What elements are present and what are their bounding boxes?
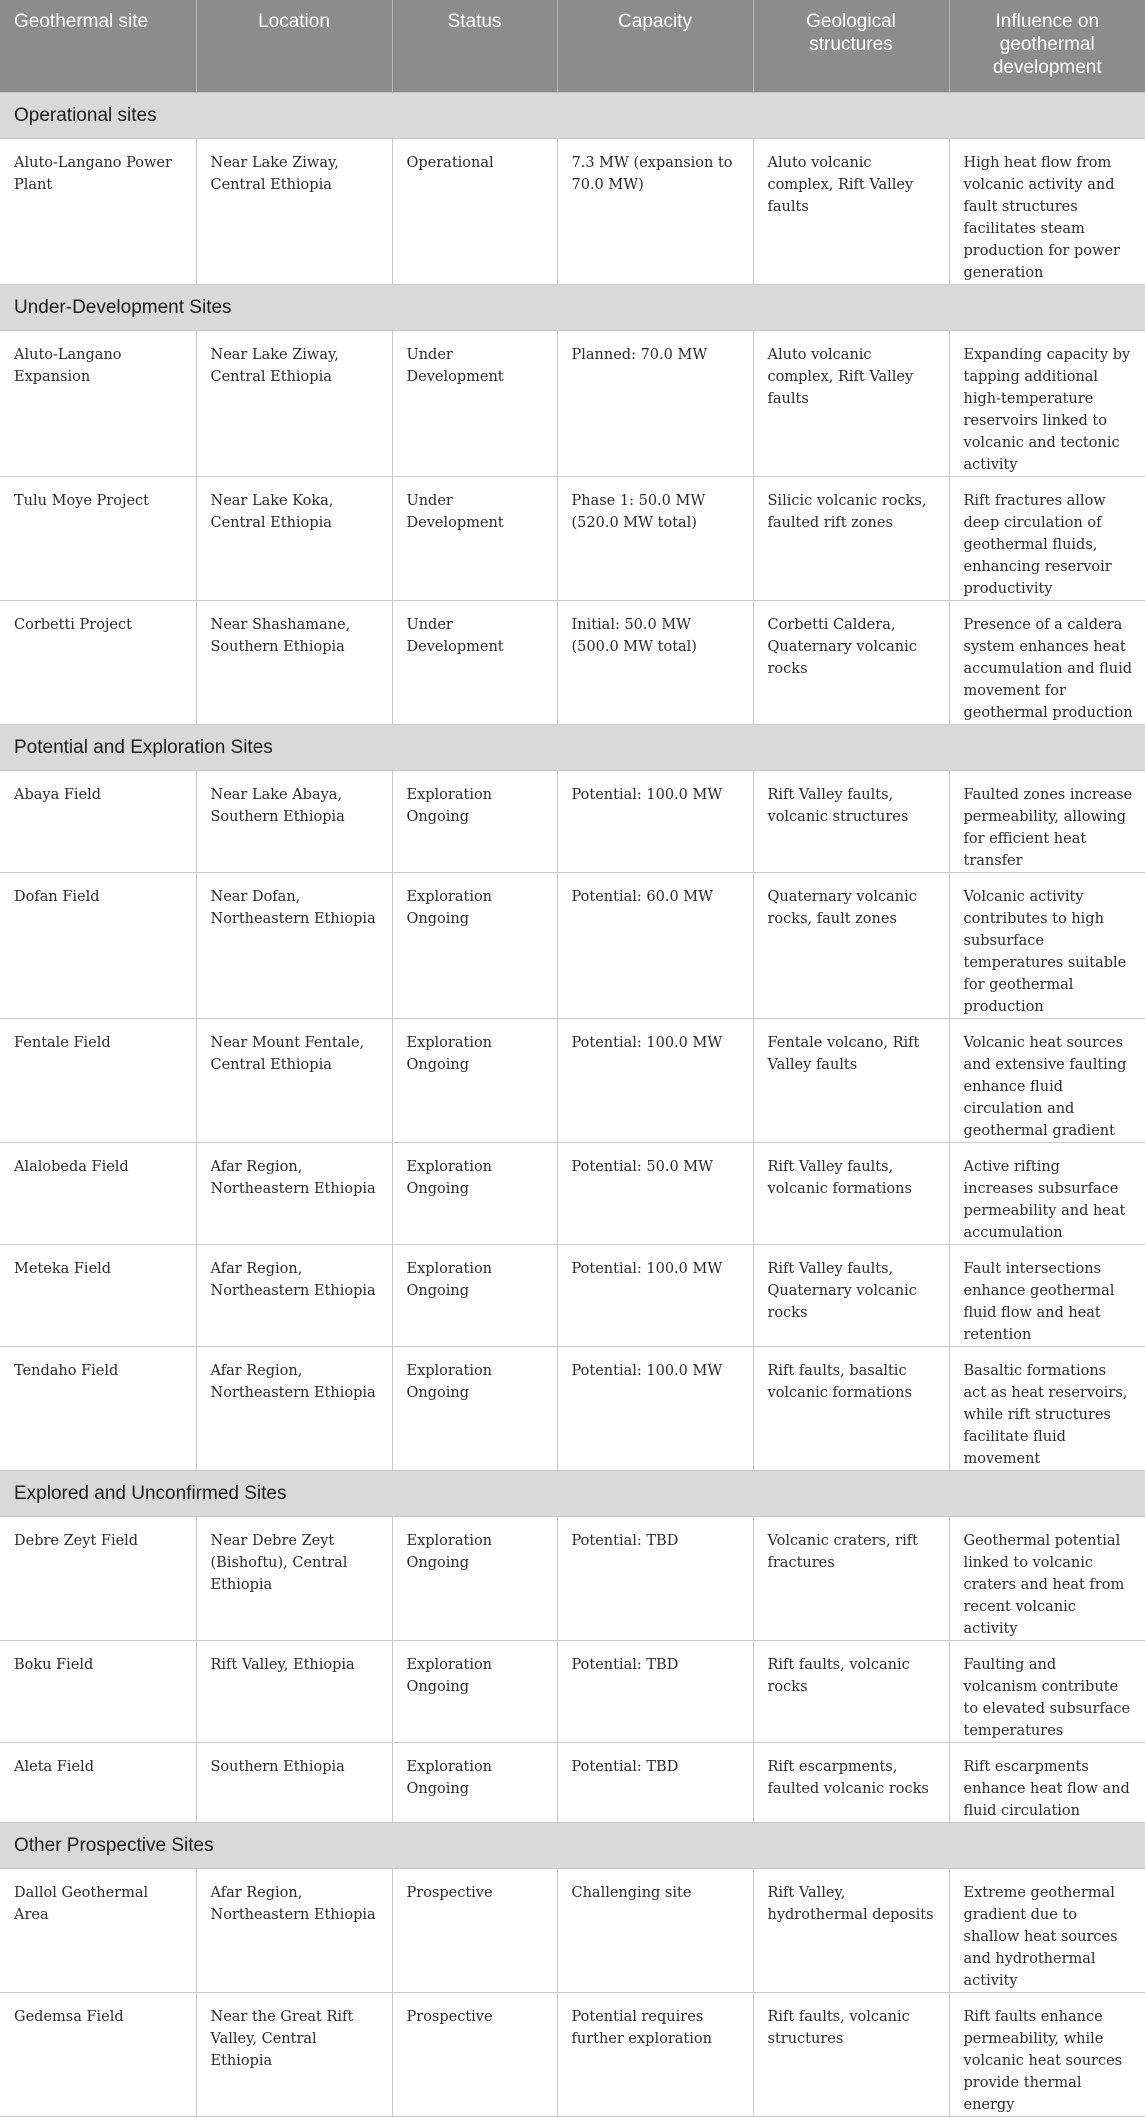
cell-geology: Rift Valley faults, volcanic formations: [753, 1143, 949, 1245]
cell-location: Afar Region, Northeastern Ethiopia: [196, 1869, 392, 1993]
cell-geology: Silicic volcanic rocks, faulted rift zones: [753, 477, 949, 601]
cell-location: Near Lake Abaya, Southern Ethiopia: [196, 771, 392, 873]
table-header: [0, 0, 1145, 93]
section-title: Explored and Unconfirmed Sites: [0, 1471, 1145, 1517]
cell-influence: Presence of a caldera system enhances heat accumulation and fluid movement for geothermal production: [949, 601, 1145, 725]
cell-influence: Volcanic activity contributes to high subsurface temperatures suitable for geothermal production: [949, 873, 1145, 1019]
cell-site: Dofan Field: [0, 873, 196, 1019]
cell-capacity: Initial: 50.0 MW (500.0 MW total): [557, 601, 753, 725]
table-row: [0, 331, 1145, 477]
cell-capacity: Potential: 50.0 MW: [557, 1143, 753, 1245]
table-row: [0, 1245, 1145, 1347]
header-influence: Influence on geothermal development: [949, 0, 1145, 93]
cell-status: Exploration Ongoing: [392, 1347, 557, 1471]
section-title: Under-Development Sites: [0, 285, 1145, 331]
section-title: Operational sites: [0, 93, 1145, 139]
cell-capacity: Potential: TBD: [557, 1641, 753, 1743]
cell-geology: Fentale volcano, Rift Valley faults: [753, 1019, 949, 1143]
cell-site: Abaya Field: [0, 771, 196, 873]
table-row: [0, 1019, 1145, 1143]
cell-location: Near Mount Fentale, Central Ethiopia: [196, 1019, 392, 1143]
cell-influence: High heat flow from volcanic activity and fault structures facilitates steam production for power generation: [949, 139, 1145, 285]
cell-location: Near Lake Koka, Central Ethiopia: [196, 477, 392, 601]
section-header-row: [0, 1823, 1145, 1869]
header-location: Location: [196, 0, 392, 93]
cell-geology: Rift Valley, hydrothermal deposits: [753, 1869, 949, 1993]
header-status: Status: [392, 0, 557, 93]
cell-location: Near Shashamane, Southern Ethiopia: [196, 601, 392, 725]
cell-status: Exploration Ongoing: [392, 1245, 557, 1347]
header-geothermal-site: Geothermal site: [0, 0, 196, 93]
cell-location: Afar Region, Northeastern Ethiopia: [196, 1143, 392, 1245]
table-row: [0, 1993, 1145, 2117]
section-title: Other Prospective Sites: [0, 1823, 1145, 1869]
cell-geology: Corbetti Caldera, Quaternary volcanic rocks: [753, 601, 949, 725]
cell-site: Tendaho Field: [0, 1347, 196, 1471]
table-row: [0, 1743, 1145, 1823]
table-row: [0, 1869, 1145, 1993]
cell-status: Exploration Ongoing: [392, 1641, 557, 1743]
cell-influence: Volcanic heat sources and extensive faulting enhance fluid circulation and geothermal gradient: [949, 1019, 1145, 1143]
cell-capacity: Phase 1: 50.0 MW (520.0 MW total): [557, 477, 753, 601]
table-row: [0, 1517, 1145, 1641]
cell-site: Aluto-Langano Expansion: [0, 331, 196, 477]
cell-influence: Active rifting increases subsurface permeability and heat accumulation: [949, 1143, 1145, 1245]
cell-capacity: 7.3 MW (expansion to 70.0 MW): [557, 139, 753, 285]
cell-location: Near Lake Ziway, Central Ethiopia: [196, 331, 392, 477]
cell-influence: Faulted zones increase permeability, allowing for efficient heat transfer: [949, 771, 1145, 873]
cell-status: Exploration Ongoing: [392, 873, 557, 1019]
cell-capacity: Planned: 70.0 MW: [557, 331, 753, 477]
cell-status: Exploration Ongoing: [392, 1143, 557, 1245]
table-row: [0, 1143, 1145, 1245]
cell-status: Exploration Ongoing: [392, 1743, 557, 1823]
cell-capacity: Potential: TBD: [557, 1743, 753, 1823]
table-row: [0, 873, 1145, 1019]
section-header-row: [0, 1471, 1145, 1517]
cell-influence: Rift escarpments enhance heat flow and fluid circulation: [949, 1743, 1145, 1823]
header-capacity: Capacity: [557, 0, 753, 93]
cell-geology: Aluto volcanic complex, Rift Valley faults: [753, 331, 949, 477]
cell-site: Boku Field: [0, 1641, 196, 1743]
cell-location: Rift Valley, Ethiopia: [196, 1641, 392, 1743]
cell-site: Alalobeda Field: [0, 1143, 196, 1245]
cell-status: Prospective: [392, 1869, 557, 1993]
cell-capacity: Potential: 100.0 MW: [557, 1245, 753, 1347]
cell-geology: Rift escarpments, faulted volcanic rocks: [753, 1743, 949, 1823]
cell-influence: Rift faults enhance permeability, while volcanic heat sources provide thermal energy: [949, 1993, 1145, 2117]
cell-status: Under Development: [392, 601, 557, 725]
cell-site: Aluto-Langano Power Plant: [0, 139, 196, 285]
cell-site: Meteka Field: [0, 1245, 196, 1347]
cell-geology: Rift Valley faults, Quaternary volcanic rocks: [753, 1245, 949, 1347]
cell-location: Near Debre Zeyt (Bishoftu), Central Ethiopia: [196, 1517, 392, 1641]
cell-geology: Rift faults, volcanic structures: [753, 1993, 949, 2117]
cell-status: Prospective: [392, 1993, 557, 2117]
cell-capacity: Challenging site: [557, 1869, 753, 1993]
cell-capacity: Potential: 100.0 MW: [557, 771, 753, 873]
cell-site: Debre Zeyt Field: [0, 1517, 196, 1641]
section-title: Potential and Exploration Sites: [0, 725, 1145, 771]
cell-site: Gedemsa Field: [0, 1993, 196, 2117]
cell-status: Under Development: [392, 477, 557, 601]
table-row: [0, 477, 1145, 601]
cell-influence: Expanding capacity by tapping additional high-temperature reservoirs linked to volcanic and tectonic activity: [949, 331, 1145, 477]
section-header-row: [0, 93, 1145, 139]
section-header-row: [0, 285, 1145, 331]
cell-site: Aleta Field: [0, 1743, 196, 1823]
cell-influence: Rift fractures allow deep circulation of geothermal fluids, enhancing reservoir productivity: [949, 477, 1145, 601]
cell-location: Afar Region, Northeastern Ethiopia: [196, 1245, 392, 1347]
cell-influence: Faulting and volcanism contribute to elevated subsurface temperatures: [949, 1641, 1145, 1743]
cell-location: Afar Region, Northeastern Ethiopia: [196, 1347, 392, 1471]
cell-status: Exploration Ongoing: [392, 771, 557, 873]
cell-location: Southern Ethiopia: [196, 1743, 392, 1823]
table-row: [0, 1347, 1145, 1471]
table-body: [0, 93, 1145, 2117]
cell-geology: Rift faults, volcanic rocks: [753, 1641, 949, 1743]
cell-location: Near Lake Ziway, Central Ethiopia: [196, 139, 392, 285]
cell-capacity: Potential: 100.0 MW: [557, 1347, 753, 1471]
cell-status: Exploration Ongoing: [392, 1019, 557, 1143]
cell-geology: Quaternary volcanic rocks, fault zones: [753, 873, 949, 1019]
cell-status: Operational: [392, 139, 557, 285]
header-geological-structures: Geological structures: [753, 0, 949, 93]
cell-site: Fentale Field: [0, 1019, 196, 1143]
cell-site: Tulu Moye Project: [0, 477, 196, 601]
cell-capacity: Potential requires further exploration: [557, 1993, 753, 2117]
cell-location: Near Dofan, Northeastern Ethiopia: [196, 873, 392, 1019]
cell-influence: Fault intersections enhance geothermal fluid flow and heat retention: [949, 1245, 1145, 1347]
table-row: [0, 601, 1145, 725]
cell-influence: Basaltic formations act as heat reservoirs, while rift structures facilitate fluid movement: [949, 1347, 1145, 1471]
cell-influence: Extreme geothermal gradient due to shallow heat sources and hydrothermal activity: [949, 1869, 1145, 1993]
section-header-row: [0, 725, 1145, 771]
cell-capacity: Potential: 60.0 MW: [557, 873, 753, 1019]
cell-site: Dallol Geothermal Area: [0, 1869, 196, 1993]
cell-status: Exploration Ongoing: [392, 1517, 557, 1641]
cell-capacity: Potential: 100.0 MW: [557, 1019, 753, 1143]
cell-geology: Volcanic craters, rift fractures: [753, 1517, 949, 1641]
cell-geology: Aluto volcanic complex, Rift Valley faults: [753, 139, 949, 285]
cell-capacity: Potential: TBD: [557, 1517, 753, 1641]
table-row: [0, 1641, 1145, 1743]
cell-status: Under Development: [392, 331, 557, 477]
table-row: [0, 771, 1145, 873]
cell-location: Near the Great Rift Valley, Central Ethiopia: [196, 1993, 392, 2117]
cell-geology: Rift Valley faults, volcanic structures: [753, 771, 949, 873]
cell-geology: Rift faults, basaltic volcanic formations: [753, 1347, 949, 1471]
table-row: [0, 139, 1145, 285]
header-row: [0, 0, 1145, 93]
cell-influence: Geothermal potential linked to volcanic craters and heat from recent volcanic activity: [949, 1517, 1145, 1641]
cell-site: Corbetti Project: [0, 601, 196, 725]
